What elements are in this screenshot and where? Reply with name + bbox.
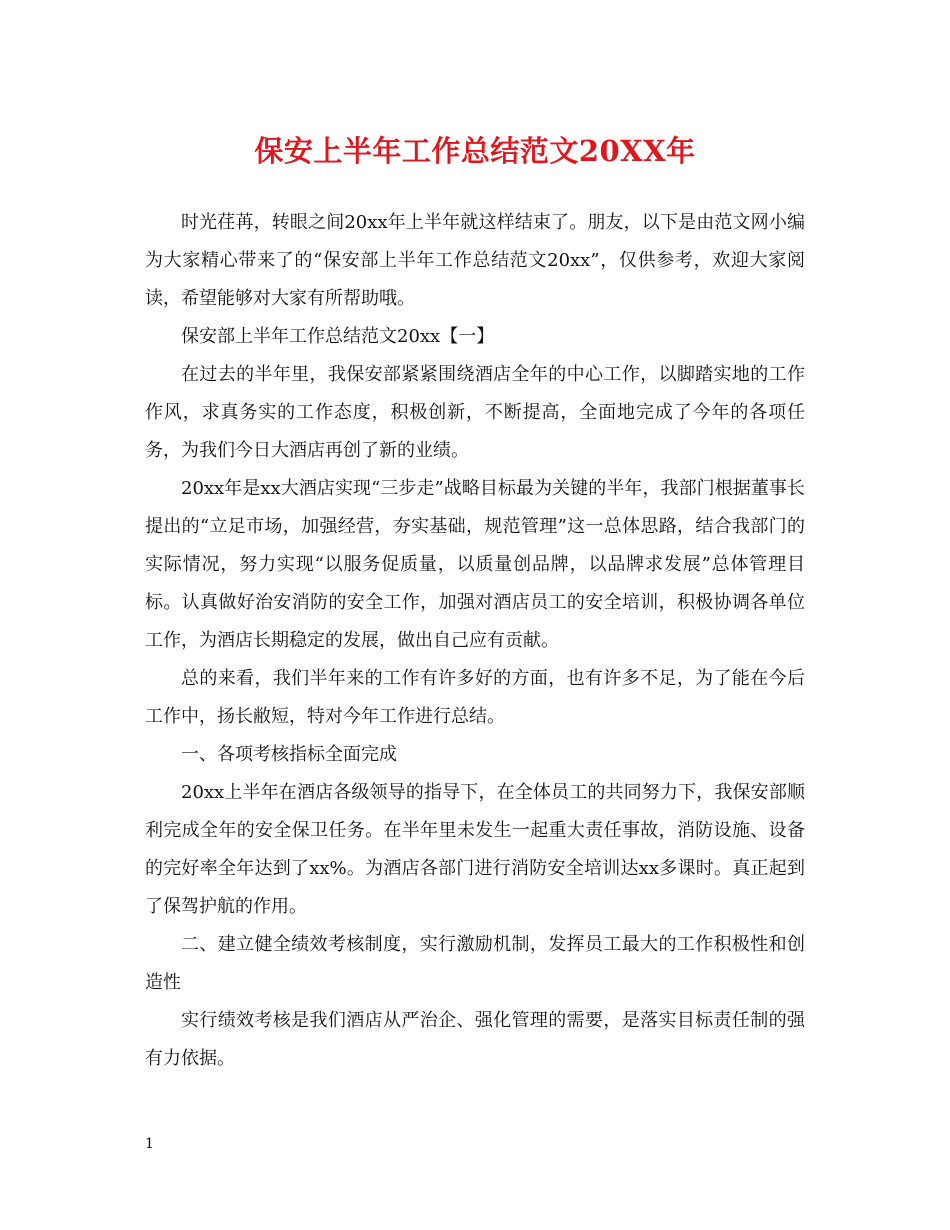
section-heading-1: 一、各项考核指标全面完成 [181,744,397,765]
paragraph-overview: 在过去的半年里，我保安部紧紧围绕酒店全年的中心工作，以脚踏实地的工作作风，求真务实的工作态度，积极创新，不断提高，全面地完成了今年的各项任务，为我们今日大酒店再创了新的业绩。 [145,364,805,461]
paragraph-strategy: 20xx年是xx大酒店实现“三步走”战略目标最为关键的半年，我部门根据董事长提出的“立足市场，加强经营，夯实基础，规范管理”这一总体思路，结合我部门的实际情况，努力实现“以服务促质量，以质量创品牌，以品牌求发展”总体管理目标。认真做好治安消防的安全工作，加强对酒店员工的安全培训，积极协调各单位工作，为酒店长期稳定的发展，做出自己应有贡献。 [145,478,805,651]
paragraph-performance: 实行绩效考核是我们酒店从严治企、强化管理的需要，是落实目标责任制的强有力依据。 [145,1010,805,1069]
document-body [145,204,805,1078]
paragraph-assessment: 20xx上半年在酒店各级领导的指导下，在全体员工的共同努力下，我保安部顺利完成全年的安全保卫任务。在半年里未发生一起重大责任事故，消防设施、设备的完好率全年达到了xx%。为酒店各部门进行消防安全培训达xx多课时。真正起到了保驾护航的作用。 [145,782,805,917]
page-number: 1 [145,1136,154,1152]
paragraph-intro: 时光荏苒，转眼之间20xx年上半年就这样结束了。朋友，以下是由范文网小编为大家精心带来了的“保安部上半年工作总结范文20xx”，仅供参考，欢迎大家阅读，希望能够对大家有所帮助哦。 [145,212,805,309]
section-heading-2: 二、建立健全绩效考核制度，实行激励机制，发挥员工最大的工作积极性和创造性 [145,934,805,993]
section-heading-part-one: 保安部上半年工作总结范文20xx【一】 [181,326,495,347]
page-title: 保安上半年工作总结范文20XX年 [254,134,696,168]
paragraph-summary: 总的来看，我们半年来的工作有许多好的方面，也有许多不足，为了能在今后工作中，扬长敝短，特对今年工作进行总结。 [145,668,805,727]
